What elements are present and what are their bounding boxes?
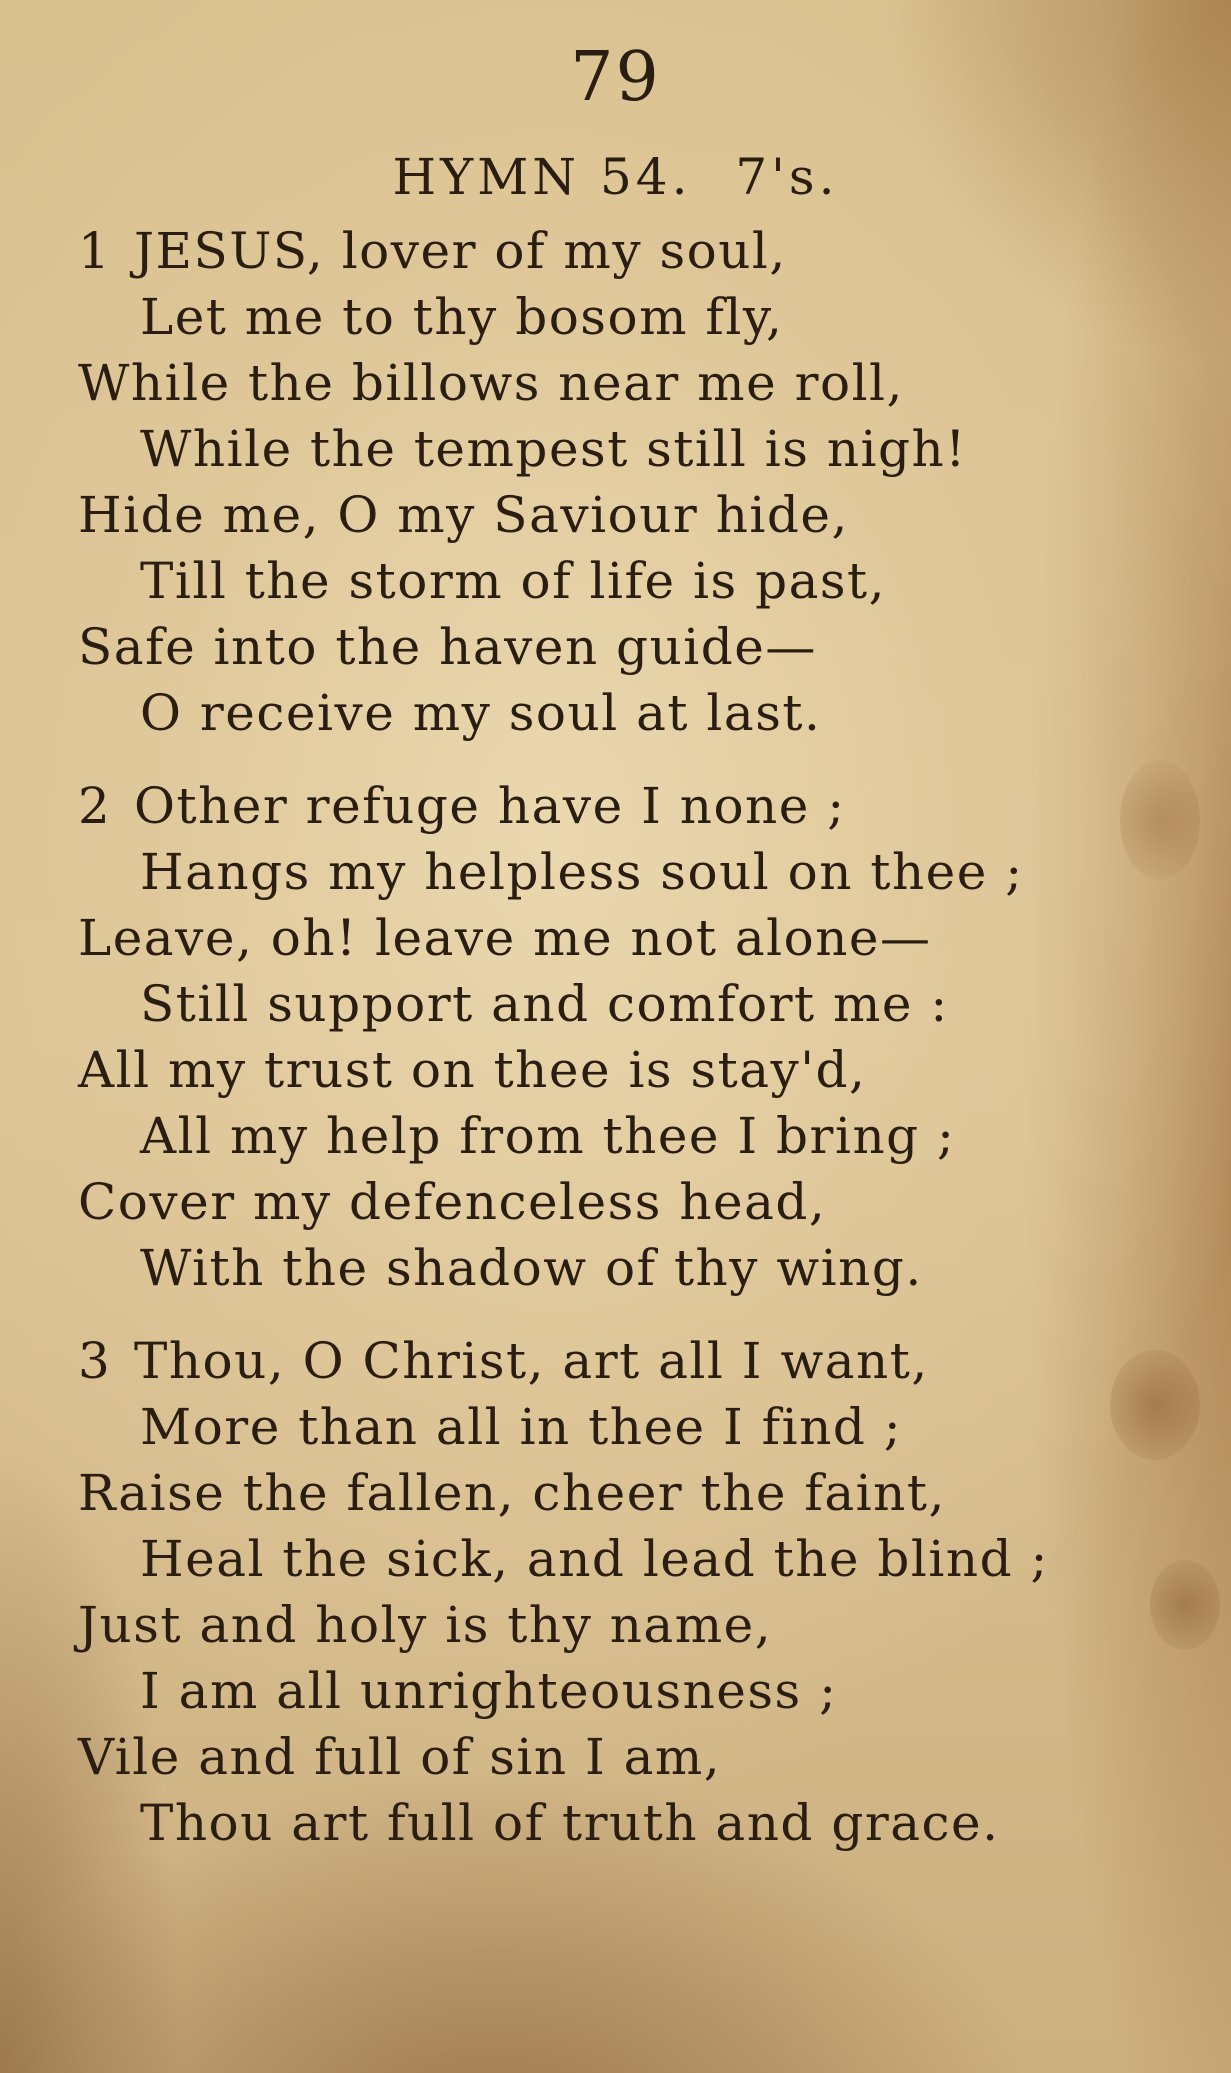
verse-line: O receive my soul at last. — [140, 684, 822, 742]
verse-line: I am all unrighteousness ; — [140, 1662, 838, 1720]
hymn-meter: 7's. — [735, 148, 839, 206]
verse-line: All my help from thee I bring ; — [140, 1107, 956, 1165]
verse-line: Raise the fallen, cheer the faint, — [78, 1464, 946, 1522]
hymn-label: HYMN 54. — [392, 148, 692, 206]
verse-line: 3 Thou, O Christ, art all I want, — [78, 1328, 929, 1394]
verse-number: 2 — [78, 777, 112, 835]
verse-line: Hide me, O my Saviour hide, — [78, 486, 849, 544]
verse-line: 1 JESUS, lover of my soul, — [78, 218, 787, 284]
verse-line: 2 Other refuge have I none ; — [78, 773, 846, 839]
verse-number: 1 — [78, 222, 112, 280]
verse-line: All my trust on thee is stay'd, — [78, 1041, 867, 1099]
verse-line: Thou art full of truth and grace. — [140, 1794, 1000, 1852]
verse-line: Vile and full of sin I am, — [78, 1728, 722, 1786]
paper-stain — [1110, 1350, 1200, 1460]
verse-line: More than all in thee I find ; — [140, 1398, 903, 1456]
verse-line: Safe into the haven guide— — [78, 618, 817, 676]
verse-line: Leave, oh! leave me not alone— — [78, 909, 932, 967]
verse-line: Still support and comfort me : — [140, 975, 949, 1033]
verse-line: Cover my defenceless head, — [78, 1173, 827, 1231]
verse-line: While the billows near me roll, — [78, 354, 904, 412]
verse-line: Hangs my helpless soul on thee ; — [140, 843, 1024, 901]
verse-line: Till the storm of life is past, — [140, 552, 887, 610]
page-number: 79 — [570, 38, 661, 117]
hymn-title — [0, 148, 1231, 206]
paper-stain — [1120, 760, 1200, 880]
paper-stain — [1150, 1560, 1220, 1650]
verse-line: Just and holy is thy name, — [78, 1596, 773, 1654]
verse-line: Heal the sick, and lead the blind ; — [140, 1530, 1049, 1588]
verse-line: With the shadow of thy wing. — [140, 1239, 923, 1297]
verse-line: Let me to thy bosom fly, — [140, 288, 784, 346]
verse-number: 3 — [78, 1332, 112, 1390]
verse-line: While the tempest still is nigh! — [140, 420, 967, 478]
